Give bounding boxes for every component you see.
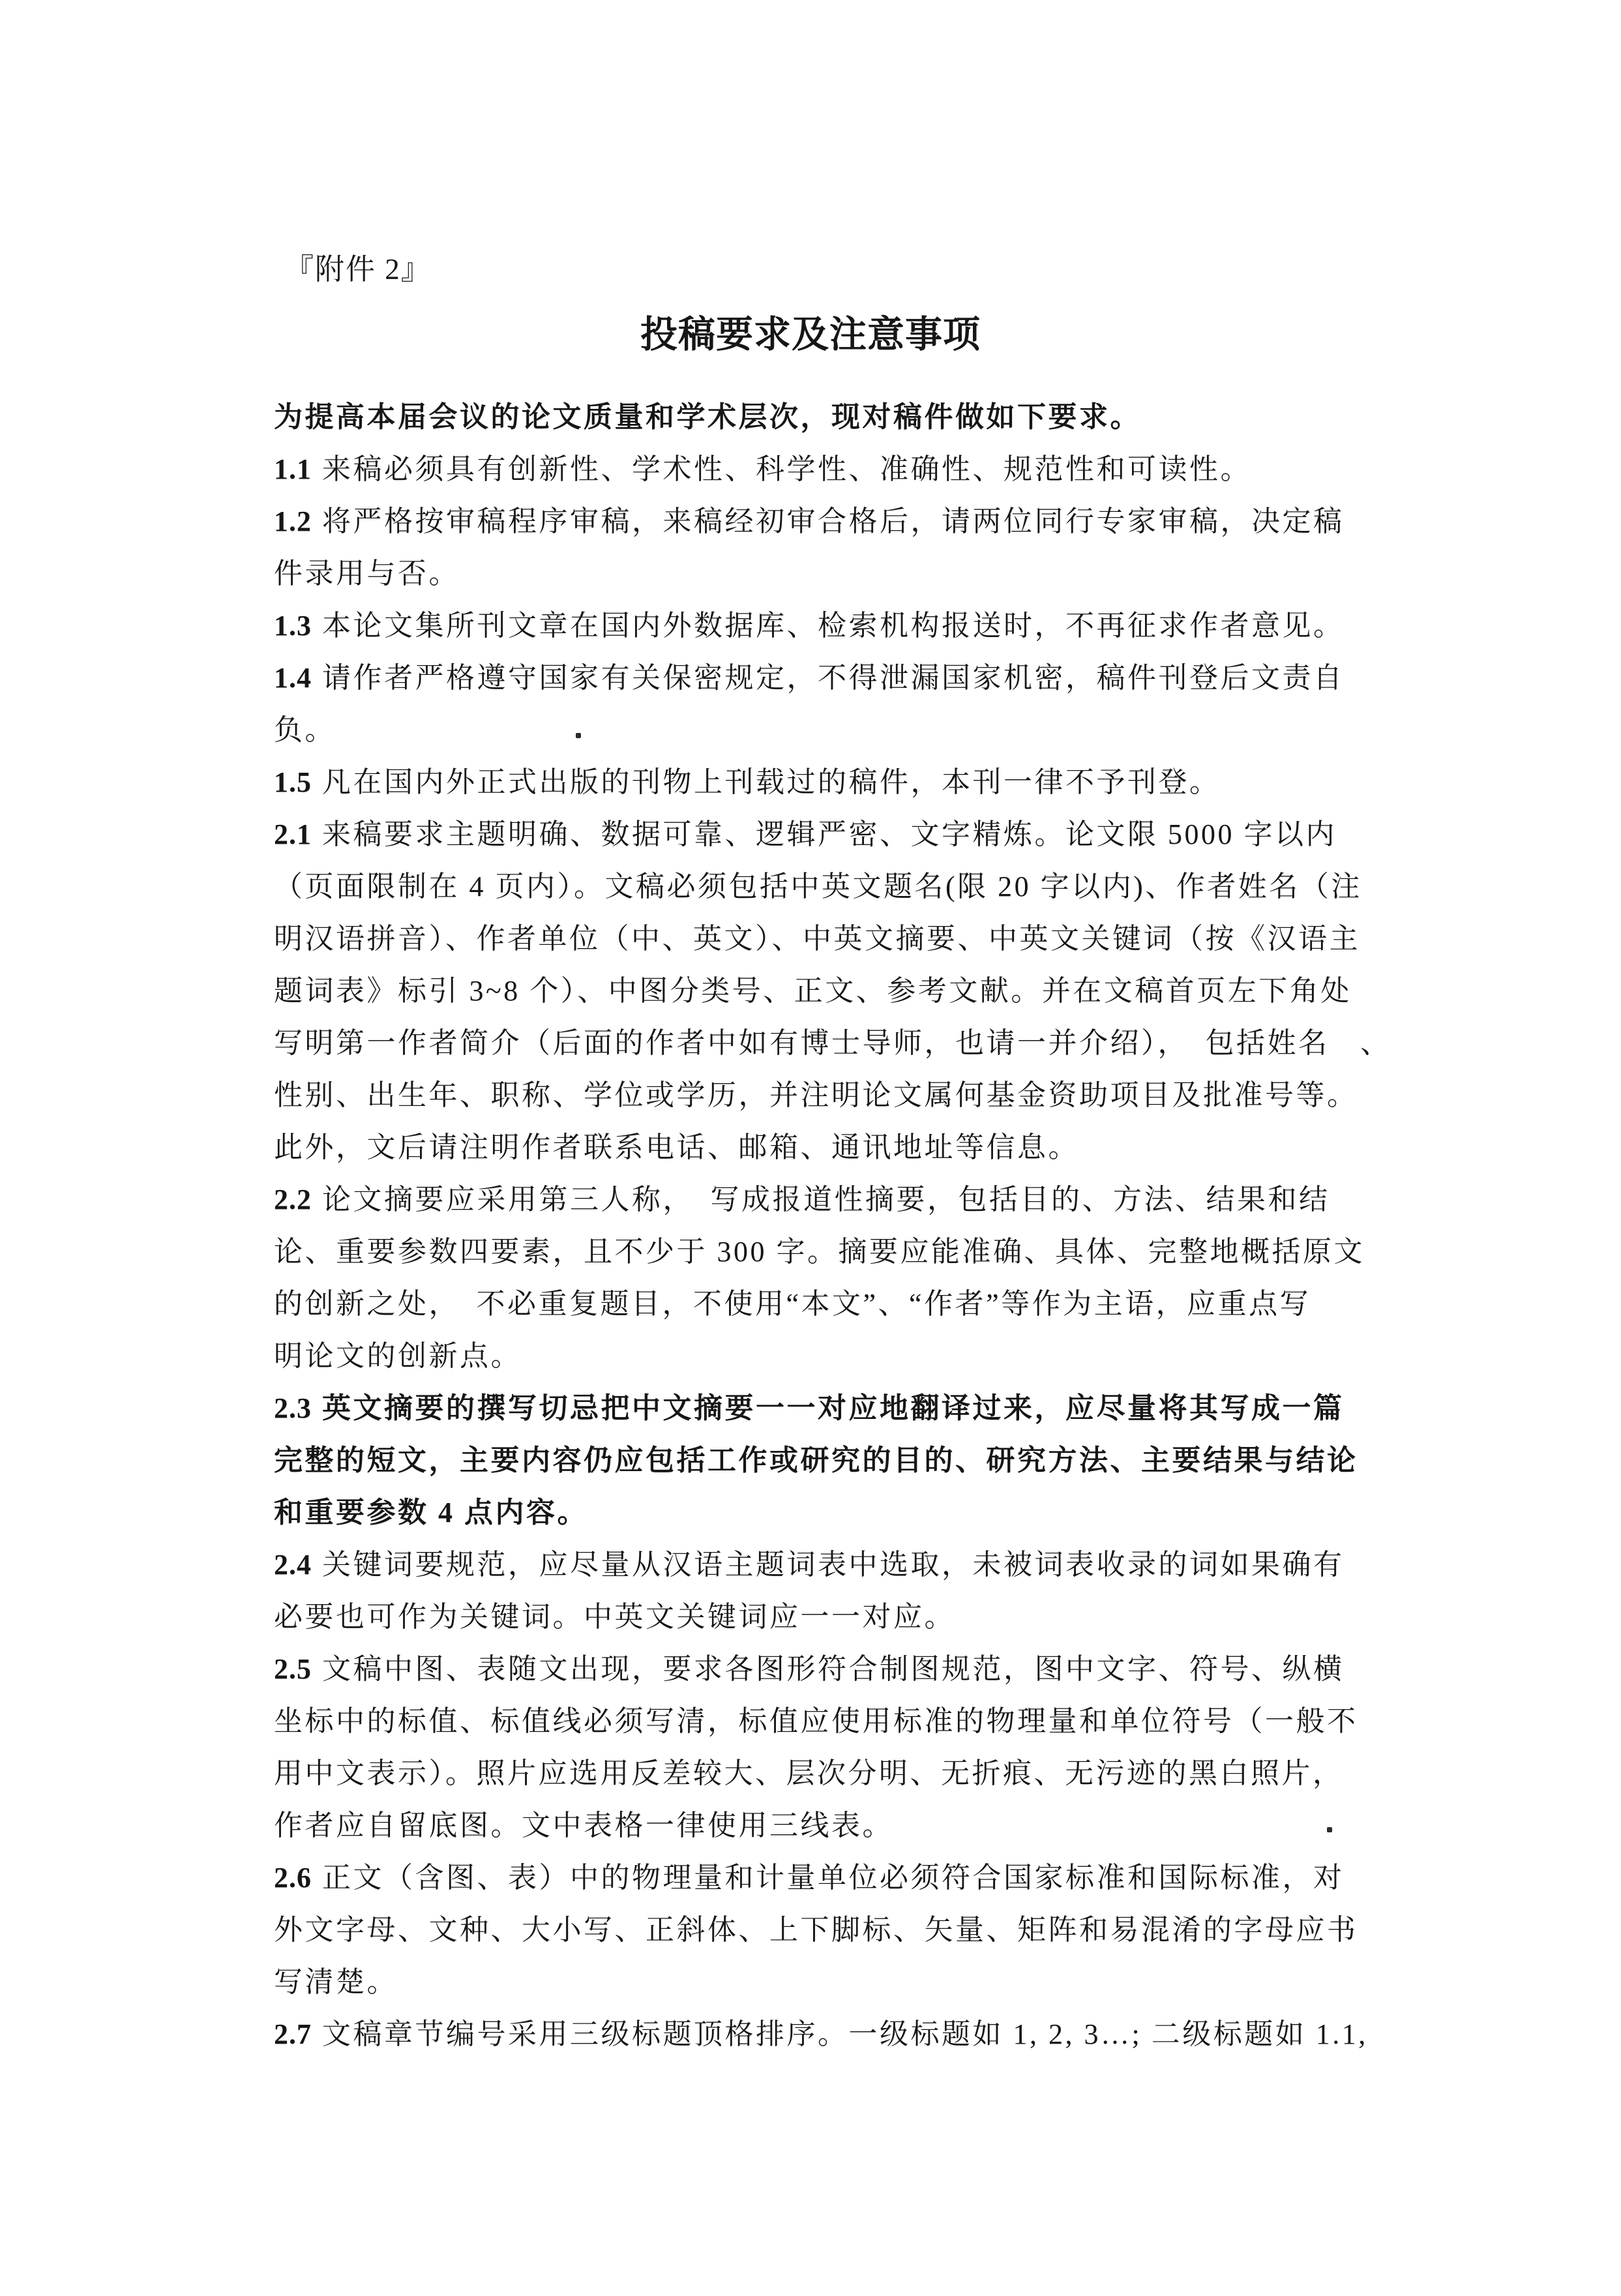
text-line bbox=[274, 1852, 1395, 1904]
section-number: 2.7 bbox=[274, 2018, 312, 2050]
line-text: 外文字母、文种、大小写、正斜体、上下脚标、矢量、矩阵和易混淆的字母应书 bbox=[274, 1914, 1358, 1946]
line-text: 件录用与否。 bbox=[274, 558, 460, 589]
line-text: 明汉语拼音）、作者单位（中、英文）、中英文摘要、中英文关键词（按《汉语主 bbox=[274, 923, 1360, 955]
section-number: 1.4 bbox=[274, 662, 312, 694]
line-text: 的创新之处， 不必重复题目，不使用“本文”、“作者”等作为主语，应重点写 bbox=[274, 1288, 1311, 1320]
section-number: 2.3 bbox=[274, 1392, 312, 1424]
line-text: 文稿中图、表随文出现，要求各图形符合制图规范，图中文字、符号、纵横 bbox=[322, 1653, 1345, 1685]
section-number: 2.1 bbox=[274, 818, 312, 850]
line-text: 论文摘要应采用第三人称， 写成报道性摘要，包括目的、方法、结果和结 bbox=[322, 1184, 1330, 1215]
text-line bbox=[274, 1591, 1395, 1643]
line-text: 英文摘要的撰写切忌把中文摘要一一对应地翻译过来，应尽量将其写成一篇 bbox=[322, 1392, 1345, 1424]
section-number: 2.5 bbox=[274, 1653, 312, 1685]
line-text: 用中文表示）。照片应选用反差较大、层次分明、无折痕、无污迹的黑白照片， bbox=[274, 1757, 1344, 1789]
text-line bbox=[274, 1800, 1395, 1852]
text-line bbox=[274, 1382, 1395, 1435]
line-text: 来稿必须具有创新性、学术性、科学性、准确性、规范性和可读性。 bbox=[322, 453, 1251, 485]
text-line bbox=[274, 1122, 1395, 1174]
line-text: 题词表》标引 3~8 个）、中图分类号、正文、参考文献。并在文稿首页左下角处 bbox=[274, 975, 1352, 1007]
text-line bbox=[274, 756, 1395, 809]
text-line bbox=[274, 1956, 1395, 2008]
line-text: 为提高本届会议的论文质量和学术层次，现对稿件做如下要求。 bbox=[274, 401, 1141, 433]
text-line bbox=[274, 1539, 1395, 1591]
text-line bbox=[274, 1435, 1395, 1487]
line-text: 作者应自留底图。文中表格一律使用三线表。 bbox=[274, 1810, 893, 1841]
text-line bbox=[274, 1278, 1395, 1330]
line-text: 和重要参数 4 点内容。 bbox=[274, 1497, 588, 1528]
line-text: 明论文的创新点。 bbox=[274, 1340, 522, 1372]
line-text: 文稿章节编号采用三级标题顶格排序。一级标题如 1, 2, 3…; 二级标题如 1.1, bbox=[322, 2018, 1368, 2050]
section-number: 2.2 bbox=[274, 1184, 312, 1215]
section-number: 1.3 bbox=[274, 610, 312, 642]
text-line bbox=[274, 913, 1395, 965]
line-text: 写清楚。 bbox=[274, 1966, 398, 1998]
text-line bbox=[274, 1904, 1395, 1956]
text-line bbox=[274, 1748, 1395, 1800]
text-line bbox=[274, 600, 1395, 652]
line-text: 凡在国内外正式出版的刊物上刊载过的稿件，本刊一律不予刊登。 bbox=[322, 766, 1221, 798]
line-text: 写明第一作者简介（后面的作者中如有博士导师，也请一并介绍）， 包括姓名 、 bbox=[274, 1027, 1391, 1059]
text-line bbox=[274, 1330, 1395, 1382]
text-line bbox=[274, 496, 1395, 548]
attachment-label: 『附件 2』 bbox=[284, 253, 432, 286]
text-line bbox=[274, 704, 1395, 756]
section-number: 1.2 bbox=[274, 505, 312, 537]
section-number: 2.6 bbox=[274, 1862, 312, 1894]
text-line bbox=[274, 861, 1395, 913]
line-text: 请作者严格遵守国家有关保密规定，不得泄漏国家机密，稿件刊登后文责自 bbox=[322, 662, 1345, 694]
line-text: 性别、出生年、职称、学位或学历，并注明论文属何基金资助项目及批准号等。 bbox=[274, 1079, 1358, 1111]
line-text: 此外，文后请注明作者联系电话、邮箱、通讯地址等信息。 bbox=[274, 1131, 1079, 1163]
text-line bbox=[274, 1643, 1395, 1695]
text-line bbox=[274, 1017, 1395, 1069]
text-line bbox=[274, 1695, 1395, 1748]
line-text: 本论文集所刊文章在国内外数据库、检索机构报送时，不再征求作者意见。 bbox=[322, 610, 1345, 642]
text-line bbox=[274, 965, 1395, 1017]
line-text: 必要也可作为关键词。中英文关键词应一一对应。 bbox=[274, 1601, 955, 1633]
text-line bbox=[274, 1069, 1395, 1122]
line-text: 来稿要求主题明确、数据可靠、逻辑严密、文字精炼。论文限 5000 字以内 bbox=[322, 818, 1337, 850]
document-body bbox=[274, 391, 1395, 2061]
text-line bbox=[274, 1174, 1395, 1226]
text-line bbox=[274, 809, 1395, 861]
text-line bbox=[274, 1487, 1395, 1539]
text-line bbox=[274, 391, 1395, 443]
text-line bbox=[274, 2008, 1395, 2061]
text-line bbox=[274, 548, 1395, 600]
text-line bbox=[274, 1226, 1395, 1278]
text-line bbox=[274, 652, 1395, 704]
text-line bbox=[274, 443, 1395, 496]
line-text: （页面限制在 4 页内）。文稿必须包括中英文题名(限 20 字以内)、作者姓名（注 bbox=[274, 871, 1362, 902]
line-text: 正文（含图、表）中的物理量和计量单位必须符合国家标准和国际标准，对 bbox=[322, 1862, 1345, 1894]
line-text: 负。 bbox=[274, 714, 336, 746]
section-number: 1.1 bbox=[274, 453, 312, 485]
section-number: 1.5 bbox=[274, 766, 312, 798]
scan-speck bbox=[1327, 1827, 1332, 1832]
section-number: 2.4 bbox=[274, 1549, 312, 1581]
page-title: 投稿要求及注意事项 bbox=[640, 314, 981, 355]
line-text: 完整的短文，主要内容仍应包括工作或研究的目的、研究方法、主要结果与结论 bbox=[274, 1444, 1358, 1476]
line-text: 坐标中的标值、标值线必须写清，标值应使用标准的物理量和单位符号（一般不 bbox=[274, 1705, 1358, 1737]
line-text: 论、重要参数四要素，且不少于 300 字。摘要应能准确、具体、完整地概括原文 bbox=[274, 1236, 1365, 1268]
line-text: 关键词要规范，应尽量从汉语主题词表中选取，未被词表收录的词如果确有 bbox=[322, 1549, 1345, 1581]
scan-speck bbox=[576, 733, 581, 738]
line-text: 将严格按审稿程序审稿，来稿经初审合格后，请两位同行专家审稿，决定稿 bbox=[322, 505, 1345, 537]
